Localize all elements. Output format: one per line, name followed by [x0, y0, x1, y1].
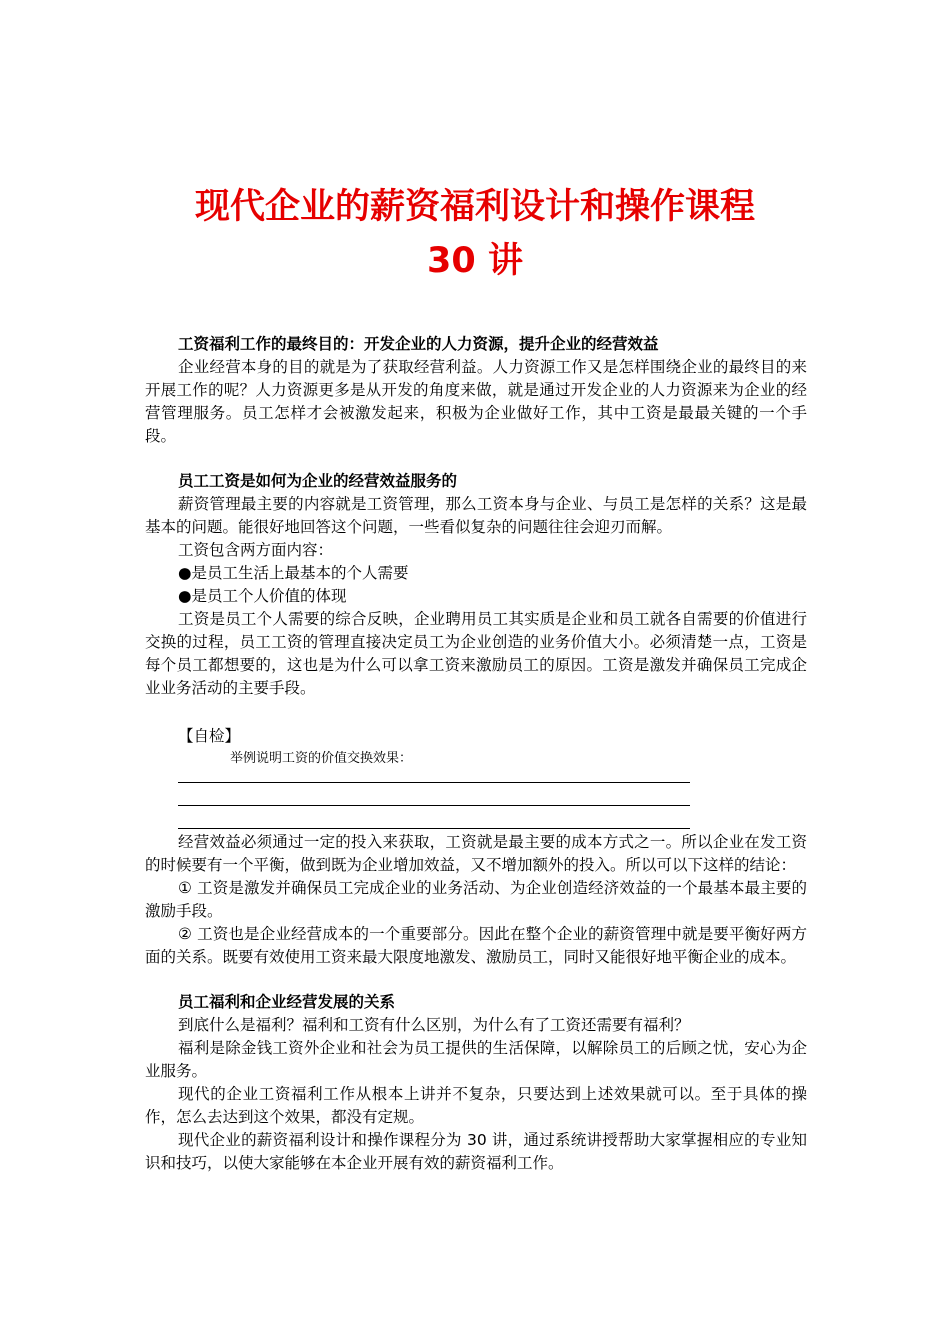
bullet-item: ●是员工生活上最基本的个人需要	[178, 564, 409, 582]
paragraph: 经营效益必须通过一定的投入来获取，工资就是最主要的成本方式之一。所以企业在发工资的时候要有一个平衡，做到既为企业增加效益，又不增加额外的投入。所以可以下这样的结论：	[145, 833, 807, 874]
paragraph: 现代的企业工资福利工作从根本上讲并不复杂，只要达到上述效果就可以。至于具体的操作，怎么去达到这个效果，都没有定规。	[145, 1085, 807, 1126]
self-check-label: 【自检】	[178, 727, 241, 745]
bullet-item: ●是员工个人价值的体现	[178, 587, 347, 605]
document-title-line-2: 30 讲	[427, 241, 523, 281]
paragraph: 企业经营本身的目的就是为了获取经营利益。人力资源工作又是怎样围绕企业的最终目的来开展工作的呢？人力资源更多是从开发的角度来做，就是通过开发企业的人力资源来为企业的经营管理服务。员工怎样才会被激发起来，积极为企业做好工作，其中工资是最最关键的一个手段。	[145, 358, 807, 445]
section-heading: 员工工资是如何为企业的经营效益服务的	[178, 472, 458, 490]
paragraph: 工资是员工个人需要的综合反映，企业聘用员工其实质是企业和员工就各自需要的价值进行交换的过程，员工工资的管理直接决定员工为企业创造的业务价值大小。必须清楚一点，工资是每个员工都想要的，这也是为什么可以拿工资来激励员工的原因。工资是激发并确保员工完成企业业务活动的主要手段。	[145, 610, 807, 697]
paragraph: 工资包含两方面内容：	[178, 541, 334, 559]
paragraph: 福利是除金钱工资外企业和社会为员工提供的生活保障，以解除员工的后顾之忧，安心为企业服务。	[145, 1039, 807, 1080]
answer-line[interactable]	[178, 770, 690, 783]
section-heading: 工资福利工作的最终目的：开发企业的人力资源，提升企业的经营效益	[178, 335, 659, 353]
paragraph: 现代企业的薪资福利设计和操作课程分为 30 讲，通过系统讲授帮助大家掌握相应的专业知识和技巧，以使大家能够在本企业开展有效的薪资福利工作。	[145, 1131, 807, 1172]
paragraph: 到底什么是福利？福利和工资有什么区别，为什么有了工资还需要有福利？	[178, 1016, 690, 1034]
paragraph: 薪资管理最主要的内容就是工资管理，那么工资本身与企业、与员工是怎样的关系？这是最基本的问题。能很好地回答这个问题，一些看似复杂的问题往往会迎刃而解。	[145, 495, 807, 536]
answer-line[interactable]	[178, 806, 690, 829]
section-heading: 员工福利和企业经营发展的关系	[178, 993, 396, 1011]
document-body	[145, 333, 807, 1175]
document-title-line-1: 现代企业的薪资福利设计和操作课程	[194, 187, 755, 227]
paragraph: ① 工资是激发并确保员工完成企业的业务活动、为企业创造经济效益的一个最基本最主要的激励手段。	[145, 879, 807, 920]
answer-line[interactable]	[178, 783, 690, 806]
self-check-prompt: 举例说明工资的价值交换效果：	[230, 751, 413, 766]
paragraph: ② 工资也是企业经营成本的一个重要部分。因此在整个企业的薪资管理中就是要平衡好两方面的关系。既要有效使用工资来最大限度地激发、激励员工，同时又能很好地平衡企业的成本。	[145, 925, 807, 966]
